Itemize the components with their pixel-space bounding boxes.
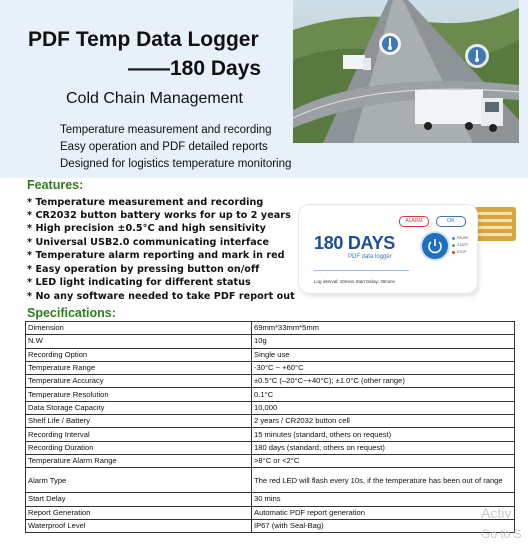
table-row [26, 388, 515, 401]
spec-value: 69mm*33mm*5mm [252, 322, 515, 335]
spec-value: 0.1°C [252, 388, 515, 401]
usb-contact [478, 212, 512, 215]
usb-contact [478, 219, 512, 222]
table-row [26, 401, 515, 414]
spec-value: 10,000 [252, 401, 515, 414]
table-row [26, 415, 515, 428]
spec-key: Recording Option [26, 348, 252, 361]
spec-key: N.W [26, 335, 252, 348]
spec-value: 10g [252, 335, 515, 348]
spec-value: 180 days (standard, others on request) [252, 441, 515, 454]
feature-item: * High precision ±0.5°C and high sensitivity [27, 223, 266, 234]
spec-value: -30°C ~ +60°C [252, 361, 515, 374]
spec-key: Waterproof Level [26, 519, 252, 532]
spec-value: 2 years / CR2032 button cell [252, 415, 515, 428]
device-divider [314, 270, 409, 271]
spec-key: Report Generation [26, 506, 252, 519]
led-start: START [452, 244, 462, 247]
spec-key: Recording Interval [26, 428, 252, 441]
table-row [26, 335, 515, 348]
spec-key: Recording Duration [26, 441, 252, 454]
activation-watermark-sub: Go to S [481, 527, 522, 541]
led-pause: PAUSE [452, 237, 462, 240]
spec-value: Automatic PDF report generation [252, 506, 515, 519]
tagline: Designed for logistics temperature monitoring [60, 158, 292, 170]
table-row [26, 493, 515, 506]
spec-value: The red LED will flash every 10s, if the temperature has been out of range [252, 468, 515, 493]
spec-value: IP67 (with Seal-Bag) [252, 519, 515, 532]
led-stop: STOP [452, 251, 462, 254]
table-row [26, 348, 515, 361]
feature-item: * Easy operation by pressing button on/off [27, 264, 260, 275]
feature-item: * Universal USB2.0 communicating interface [27, 237, 270, 248]
spec-key: Temperature Resolution [26, 388, 252, 401]
power-button-icon [422, 233, 448, 259]
table-row [26, 441, 515, 454]
table-row [26, 361, 515, 374]
page-subtitle: Cold Chain Management [66, 90, 243, 107]
spec-key: Temperature Alarm Range [26, 454, 252, 467]
spec-key: Dimension [26, 322, 252, 335]
page-title-line2: ——180 Days [128, 57, 262, 80]
device-subtitle: PDF data logger [348, 254, 392, 260]
tagline: Easy operation and PDF detailed reports [60, 141, 268, 153]
spec-key: Start Delay [26, 493, 252, 506]
feature-item: * LED light indicating for different status [27, 277, 251, 288]
highway-truck-photo [293, 0, 519, 143]
spec-value: 15 minutes (standard, others on request) [252, 428, 515, 441]
spec-value: 30 mins [252, 493, 515, 506]
tagline: Temperature measurement and recording [60, 124, 272, 136]
table-row [26, 375, 515, 388]
activation-watermark: Activ [481, 505, 512, 521]
usb-contact [478, 233, 512, 236]
spec-key: Alarm Type [26, 468, 252, 493]
table-row [26, 322, 515, 335]
table-row [26, 454, 515, 467]
table-row [26, 468, 515, 493]
spec-key: Data Storage Capacity [26, 401, 252, 414]
feature-item: * Temperature alarm reporting and mark in red [27, 250, 285, 261]
spec-key: Shelf Life / Battery [26, 415, 252, 428]
features-heading: Features: [27, 178, 84, 192]
ok-badge: OK [436, 216, 466, 227]
feature-item: * CR2032 button battery works for up to 2 years [27, 210, 291, 221]
table-row [26, 519, 515, 532]
device-brand: 180 DAYS [314, 233, 395, 253]
specs-heading: Specifications: [27, 306, 116, 320]
spec-key: Temperature Accuracy [26, 375, 252, 388]
usb-contact [478, 226, 512, 229]
feature-item: * No any software needed to take PDF report out [27, 291, 295, 302]
feature-item: * Temperature measurement and recording [27, 197, 264, 208]
page-title: PDF Temp Data Logger [28, 28, 259, 51]
table-row [26, 428, 515, 441]
spec-value: Single use [252, 348, 515, 361]
spec-value: ±0.5°C (–20°C~+40°C); ±1.0°C (other range) [252, 375, 515, 388]
device-info: Log interval: 10mins Start Delay: 30mins [314, 279, 395, 284]
spec-key: Temperature Range [26, 361, 252, 374]
spec-value: >8°C or <2°C [252, 454, 515, 467]
table-row [26, 506, 515, 519]
specifications-table [25, 321, 515, 533]
alarm-badge: ALARM [399, 216, 429, 227]
